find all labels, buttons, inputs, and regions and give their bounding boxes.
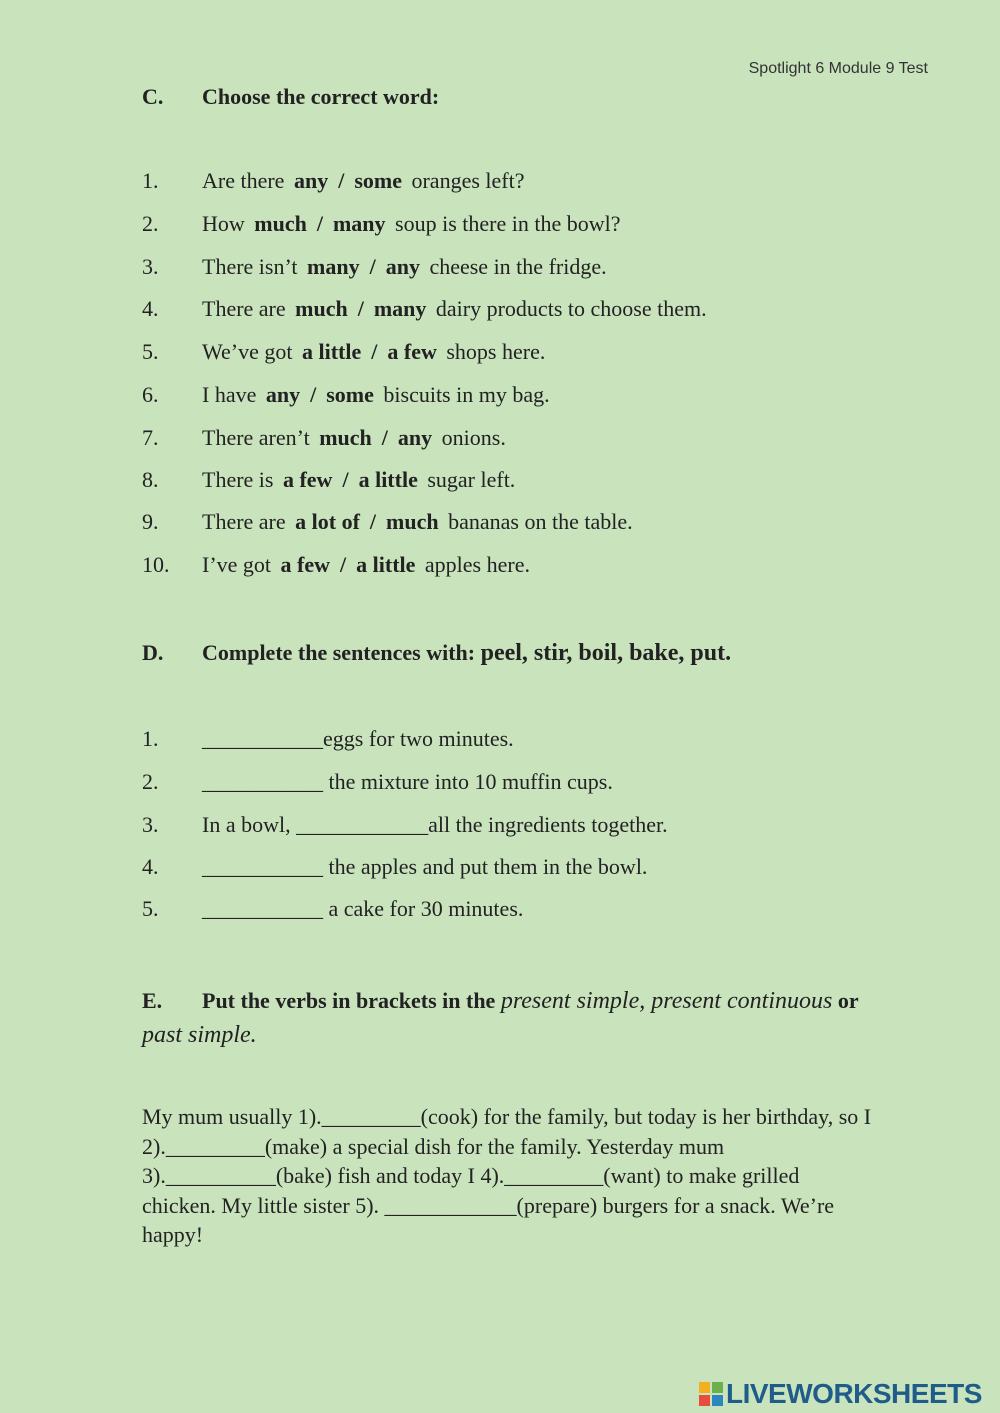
- item-number: 3.: [142, 812, 159, 837]
- item-text-after: oranges left?: [411, 168, 525, 193]
- item-number: 2.: [142, 769, 159, 794]
- section-e-letter: E.: [142, 988, 163, 1013]
- section-e-tense-last: past simple.: [142, 1022, 257, 1048]
- item-text-before: There are: [202, 509, 286, 534]
- choice-separator: /: [369, 509, 377, 534]
- choice-separator: /: [316, 211, 323, 236]
- liveworksheets-logo-icon: [698, 1381, 724, 1407]
- item-text-before: There is: [202, 467, 274, 492]
- item-text-after: bananas on the table.: [448, 509, 633, 534]
- item-number: 1.: [142, 726, 159, 751]
- fill-in-sentence[interactable]: ___________ the mixture into 10 muffin cups.: [202, 769, 613, 794]
- item-number: 9.: [142, 509, 159, 534]
- fill-in-sentence[interactable]: ___________ a cake for 30 minutes.: [202, 896, 524, 921]
- item-text-after: sugar left.: [427, 467, 516, 492]
- item-number: 1.: [142, 168, 159, 193]
- item-text-before: I have: [202, 382, 257, 407]
- item-number: 5.: [142, 896, 159, 921]
- choice-option-a[interactable]: a lot of: [295, 509, 360, 534]
- item-text-after: apples here.: [424, 552, 530, 577]
- paragraph-line: 3).__________(bake) fish and today I 4)._________(want) to make grilled: [142, 1163, 800, 1188]
- choice-separator: /: [357, 296, 364, 321]
- choice-option-a[interactable]: any: [293, 168, 329, 193]
- choice-separator: /: [340, 552, 347, 577]
- item-text-after: onions.: [441, 425, 506, 450]
- page-header: Spotlight 6 Module 9 Test: [748, 60, 928, 77]
- fill-in-sentence[interactable]: ___________ the apples and put them in the bowl.: [202, 854, 648, 879]
- exercise-c-item: [142, 382, 550, 408]
- section-d-word-list: peel, stir, boil, bake, put.: [480, 640, 732, 666]
- choice-option-b[interactable]: some: [354, 168, 402, 193]
- exercise-c-item: [142, 339, 545, 365]
- item-number: 10.: [142, 552, 170, 577]
- choice-separator: /: [338, 168, 345, 193]
- item-number: 4.: [142, 854, 159, 879]
- exercise-d-item[interactable]: [142, 812, 668, 838]
- choice-option-b[interactable]: some: [326, 382, 374, 407]
- section-d-heading: [142, 640, 731, 667]
- section-e-heading: [142, 984, 942, 1052]
- choice-separator: /: [381, 425, 388, 450]
- item-text-after: shops here.: [446, 339, 546, 364]
- section-d-letter: D.: [142, 640, 164, 665]
- choice-option-a[interactable]: a little: [301, 339, 362, 364]
- choice-option-b[interactable]: many: [373, 296, 427, 321]
- paragraph-line: chicken. My little sister 5). ____________(prepare) burgers for a snack. We’re: [142, 1192, 835, 1218]
- exercise-c-item: [142, 296, 707, 322]
- section-c-heading: [142, 84, 439, 110]
- item-text-before: There are: [202, 296, 286, 321]
- liveworksheets-logo-text: LIVEWORKSHEETS: [726, 1378, 982, 1409]
- item-text-after: soup is there in the bowl?: [395, 211, 621, 236]
- choice-separator: /: [371, 339, 378, 364]
- exercise-d-item[interactable]: [142, 769, 613, 795]
- fill-in-sentence[interactable]: In a bowl, ____________all the ingredients together.: [202, 812, 668, 837]
- item-text-after: dairy products to choose them.: [435, 296, 707, 321]
- item-text-before: There isn’t: [202, 254, 298, 279]
- section-e-or: or: [837, 988, 859, 1013]
- choice-option-b[interactable]: any: [397, 425, 433, 450]
- exercise-c-item: [142, 211, 621, 237]
- choice-separator: /: [342, 467, 349, 492]
- choice-option-a[interactable]: much: [254, 211, 307, 236]
- exercise-d-item[interactable]: [142, 726, 514, 752]
- choice-option-b[interactable]: many: [332, 211, 386, 236]
- item-number: 3.: [142, 254, 159, 279]
- section-d-title: Complete the sentences with:: [202, 640, 476, 665]
- section-e-title: Put the verbs in brackets in the: [202, 988, 496, 1013]
- choice-option-b[interactable]: a little: [356, 552, 416, 577]
- item-text-before: We’ve got: [202, 339, 293, 364]
- paragraph-line: My mum usually 1)._________(cook) for the family, but today is her birthday, so I: [142, 1104, 872, 1129]
- section-c-title: Choose the correct word:: [202, 84, 440, 109]
- paragraph-line: 2)._________(make) a special dish for the family. Yesterday mum: [142, 1133, 725, 1159]
- item-text-before: There aren’t: [202, 425, 310, 450]
- item-number: 8.: [142, 467, 159, 492]
- exercise-c-item: [142, 552, 530, 578]
- choice-option-a[interactable]: much: [319, 425, 372, 450]
- item-number: 4.: [142, 296, 159, 321]
- item-text-after: cheese in the fridge.: [429, 254, 607, 279]
- exercise-c-item: [142, 425, 506, 451]
- fill-in-sentence[interactable]: ___________eggs for two minutes.: [202, 726, 514, 751]
- choice-option-a[interactable]: a few: [280, 552, 331, 577]
- item-text-after: biscuits in my bag.: [383, 382, 550, 407]
- choice-option-b[interactable]: a few: [387, 339, 437, 364]
- choice-option-a[interactable]: any: [265, 382, 301, 407]
- item-number: 6.: [142, 382, 159, 407]
- exercise-d-item[interactable]: [142, 896, 523, 922]
- paragraph-line: happy!: [142, 1222, 204, 1247]
- choice-separator: /: [310, 382, 317, 407]
- item-text-before: Are there: [202, 168, 285, 193]
- exercise-c-item: [142, 254, 607, 280]
- section-e-paragraph: [142, 1102, 932, 1250]
- item-number: 2.: [142, 211, 159, 236]
- item-number: 7.: [142, 425, 159, 450]
- section-e-tenses: present simple, present continuous: [500, 988, 833, 1014]
- section-c-letter: C.: [142, 84, 164, 109]
- choice-separator: /: [369, 254, 376, 279]
- liveworksheets-logo: [698, 1378, 982, 1410]
- exercise-c-item: [142, 509, 633, 535]
- item-text-before: I’ve got: [202, 552, 272, 577]
- choice-option-a[interactable]: many: [307, 254, 360, 279]
- item-text-before: How: [202, 211, 245, 236]
- choice-option-b[interactable]: any: [385, 254, 420, 279]
- choice-option-a[interactable]: much: [295, 296, 348, 321]
- choice-option-b[interactable]: a little: [358, 467, 418, 492]
- choice-option-b[interactable]: much: [386, 509, 439, 534]
- exercise-c-item: [142, 467, 515, 493]
- choice-option-a[interactable]: a few: [282, 467, 333, 492]
- item-number: 5.: [142, 339, 159, 364]
- exercise-c-item: [142, 168, 524, 194]
- exercise-d-item[interactable]: [142, 854, 647, 880]
